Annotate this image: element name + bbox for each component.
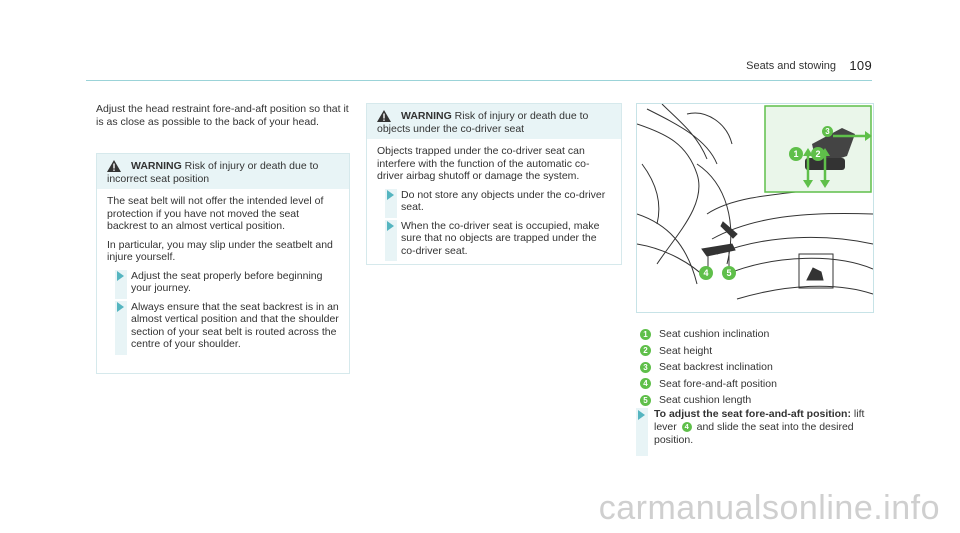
warning-paragraph: Objects trapped under the co-driver seat can interfere with the function of the automatic co-driver airbag shutoff or damage the system. [377, 145, 590, 182]
warning-box-objects [366, 103, 622, 265]
watermark: carmanualsonline.info [598, 489, 940, 527]
arrow-right-icon [387, 221, 394, 231]
callout-4: 4 [699, 266, 713, 280]
intro-paragraph: Adjust the head restraint fore-and-aft position so that it is as close as possible to the back of your head. [96, 103, 349, 128]
header-rule [86, 80, 872, 81]
arrow-right-icon [117, 271, 124, 281]
legend-item: 4 Seat fore-and-aft position [640, 376, 777, 393]
action-step: Always ensure that the seat backrest is in an almost vertical position and that the shoulder section of your seat belt is routed across the centre of your shoulder. [107, 301, 339, 351]
lever-ref: 4 [682, 422, 692, 432]
arrow-right-icon [387, 190, 394, 200]
warning-box-seat-position [96, 153, 350, 374]
warning-title: WARNING [401, 110, 452, 122]
arrow-right-icon [117, 302, 124, 312]
warning-triangle-icon [377, 110, 391, 122]
figure-legend [640, 326, 777, 409]
instruction-step [636, 408, 872, 447]
instruction-heading: To adjust the seat fore-and-aft position: [654, 408, 851, 420]
instruction-text: lift lever [654, 408, 865, 433]
callout-1: 1 [789, 147, 803, 161]
warning-paragraph: The seat belt will not offer the intended level of protection if you have not moved the seat backrest to an almost vertical position. [107, 195, 324, 232]
legend-item: 2 Seat height [640, 343, 777, 360]
legend-item: 1 Seat cushion inclination [640, 326, 777, 343]
arrow-right-icon [638, 410, 645, 420]
warning-title: WARNING [131, 160, 182, 172]
section-title: Seats and stowing [746, 60, 836, 72]
warning-triangle-icon [107, 160, 121, 172]
legend-item: 5 Seat cushion length [640, 392, 777, 409]
action-step: Do not store any objects under the co-driver seat. [377, 189, 611, 214]
callout-5: 5 [722, 266, 736, 280]
action-step: When the co-driver seat is occupied, make sure that no objects are trapped under the co-driver seat. [377, 220, 611, 258]
warning-lead: Risk of injury or death due to incorrect seat position [107, 160, 319, 185]
seat-line-drawing [637, 104, 873, 312]
warning-paragraph: In particular, you may slip under the seatbelt and injure yourself. [107, 238, 333, 263]
page-number: 109 [849, 58, 872, 73]
callout-3: 3 [822, 126, 833, 137]
warning-header [97, 154, 349, 189]
legend-item: 3 Seat backrest inclination [640, 359, 777, 376]
warning-header [367, 104, 621, 139]
action-step: Adjust the seat properly before beginning your journey. [107, 270, 339, 295]
seat-controls-illustration [636, 103, 874, 313]
callout-2: 2 [811, 147, 825, 161]
warning-lead: Risk of injury or death due to objects under the co-driver seat [377, 110, 589, 135]
instruction-text: and slide the seat into the desired position. [654, 421, 854, 446]
